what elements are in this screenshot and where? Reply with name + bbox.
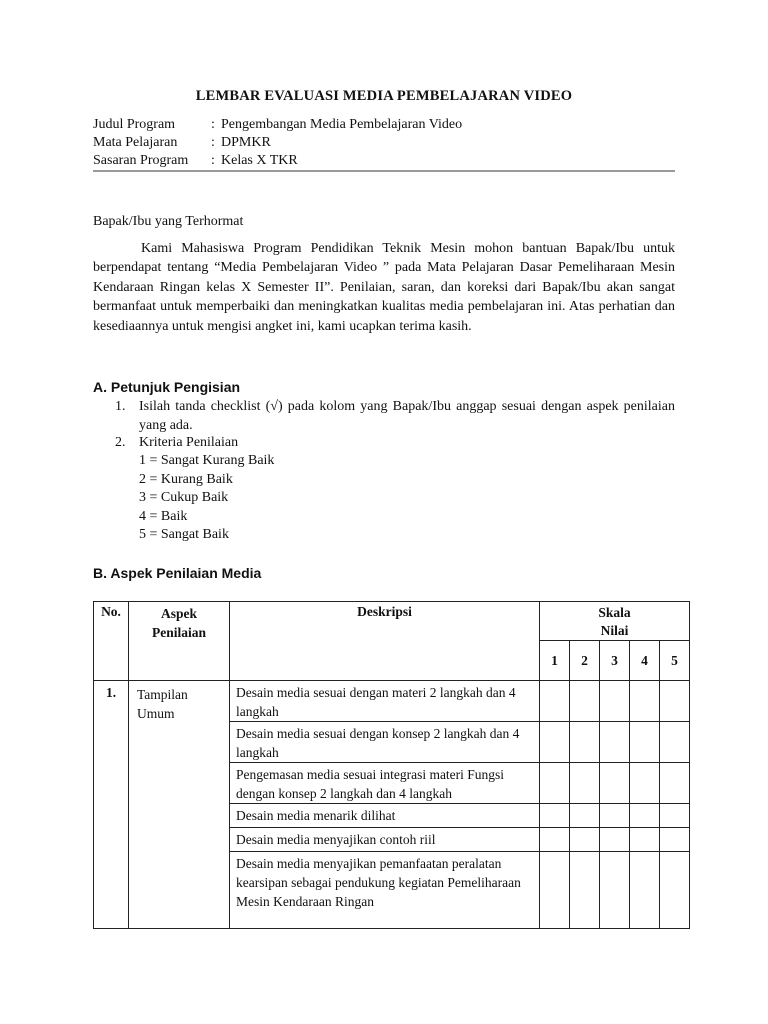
header-skala [540,602,690,641]
evaluation-table [93,601,690,929]
header-divider [93,170,675,172]
row-description: Desain media sesuai dengan materi 2 langkah dan 4 langkah [230,681,540,722]
rating-cell[interactable] [540,763,570,804]
scale-1: 1 [540,641,570,681]
rating-cell[interactable] [630,852,660,929]
row-description: Desain media menyajikan pemanfaatan peralatan kearsipan sebagai pendukung kegiatan Pemeliharaan Mesin Kendaraan Ringan [230,852,540,929]
row-description: Desain media menarik dilihat [230,804,540,828]
meta-separator: : [211,135,215,150]
meta-label: Sasaran Program [93,153,189,168]
rating-cell[interactable] [540,852,570,929]
criteria-item: 5 = Sangat Baik [139,527,229,542]
criteria-item: 4 = Baik [139,509,188,524]
rating-cell[interactable] [630,763,660,804]
rating-cell[interactable] [540,828,570,852]
rating-cell[interactable] [660,722,690,763]
meta-label: Judul Program [93,117,176,132]
rating-cell[interactable] [570,852,600,929]
criteria-item: 1 = Sangat Kurang Baik [139,453,275,468]
header-skala-line2: Nilai [600,623,629,638]
rating-cell[interactable] [660,804,690,828]
item-number: 1. [115,399,126,414]
meta-separator: : [211,117,215,132]
item-text: Kriteria Penilaian [139,435,239,450]
rating-cell[interactable] [540,722,570,763]
rating-cell[interactable] [630,722,660,763]
row-description: Desain media menyajikan contoh riil [230,828,540,852]
greeting: Bapak/Ibu yang Terhormat [93,214,244,229]
header-no: No. [94,602,129,681]
group-aspect: Tampilan Umum [129,681,230,929]
header-aspek [129,602,230,681]
item-number: 2. [115,435,126,450]
rating-cell[interactable] [600,681,630,722]
item-text: Isilah tanda checklist (√) pada kolom yang Bapak/Ibu anggap sesuai dengan aspek penilaian yang ada. [139,399,675,433]
rating-cell[interactable] [600,828,630,852]
header-skala-line1: Skala [598,605,631,620]
header-deskripsi: Deskripsi [230,602,540,681]
table-header-row [94,602,690,641]
intro-paragraph: Kami Mahasiswa Program Pendidikan Teknik Mesin mohon bantuan Bapak/Ibu untuk berpendapat tentang “Media Pembelajaran Video ” pada Mata Pelajaran Dasar Pemeliharaan Mesin Kendaraan Ringan kelas X Semester II”. Penilaian, saran, dan koreksi dari Bapak/Ibu akan sangat bermanfaat untuk memperbaiki dan meningkatkan kualitas media pembelajaran ini. Atas perhatian dan kesediaannya untuk mengisi angket ini, kami ucapkan terima kasih. [93,241,675,334]
rating-cell[interactable] [630,681,660,722]
header-aspek-line2: Penilaian [151,625,206,640]
rating-cell[interactable] [570,828,600,852]
rating-cell[interactable] [600,722,630,763]
rating-cell[interactable] [600,804,630,828]
scale-5: 5 [660,641,690,681]
rating-cell[interactable] [630,828,660,852]
rating-cell[interactable] [600,763,630,804]
scale-2: 2 [570,641,600,681]
meta-judul-program [93,115,462,134]
meta-value: Kelas X TKR [221,153,298,168]
instruction-item [115,398,675,435]
meta-separator: : [211,153,215,168]
rating-cell[interactable] [660,681,690,722]
meta-label: Mata Pelajaran [93,135,178,150]
rating-cell[interactable] [570,804,600,828]
rating-cell[interactable] [540,804,570,828]
rating-cell[interactable] [630,804,660,828]
section-a-heading: A. Petunjuk Pengisian [93,379,241,395]
rating-cell[interactable] [540,681,570,722]
rating-cell[interactable] [660,763,690,804]
rating-cell[interactable] [660,852,690,929]
criteria-item: 3 = Cukup Baik [139,490,229,505]
table-row [94,681,690,722]
section-b-heading: B. Aspek Penilaian Media [93,565,262,581]
rating-cell[interactable] [570,681,600,722]
criteria-item: 2 = Kurang Baik [139,472,233,487]
rating-cell[interactable] [660,828,690,852]
row-description: Pengemasan media sesuai integrasi materi Fungsi dengan konsep 2 langkah dan 4 langkah [230,763,540,804]
rating-cell[interactable] [600,852,630,929]
instruction-item [115,434,675,453]
document-title: LEMBAR EVALUASI MEDIA PEMBELAJARAN VIDEO [195,88,573,104]
group-number: 1. [94,681,129,929]
scale-3: 3 [600,641,630,681]
header-aspek-line1: Aspek [160,606,197,621]
scale-4: 4 [630,641,660,681]
meta-sasaran-program [93,151,298,170]
row-description: Desain media sesuai dengan konsep 2 langkah dan 4 langkah [230,722,540,763]
meta-mata-pelajaran [93,133,271,152]
rating-cell[interactable] [570,722,600,763]
rating-cell[interactable] [570,763,600,804]
meta-value: DPMKR [221,135,271,150]
meta-value: Pengembangan Media Pembelajaran Video [221,117,463,132]
